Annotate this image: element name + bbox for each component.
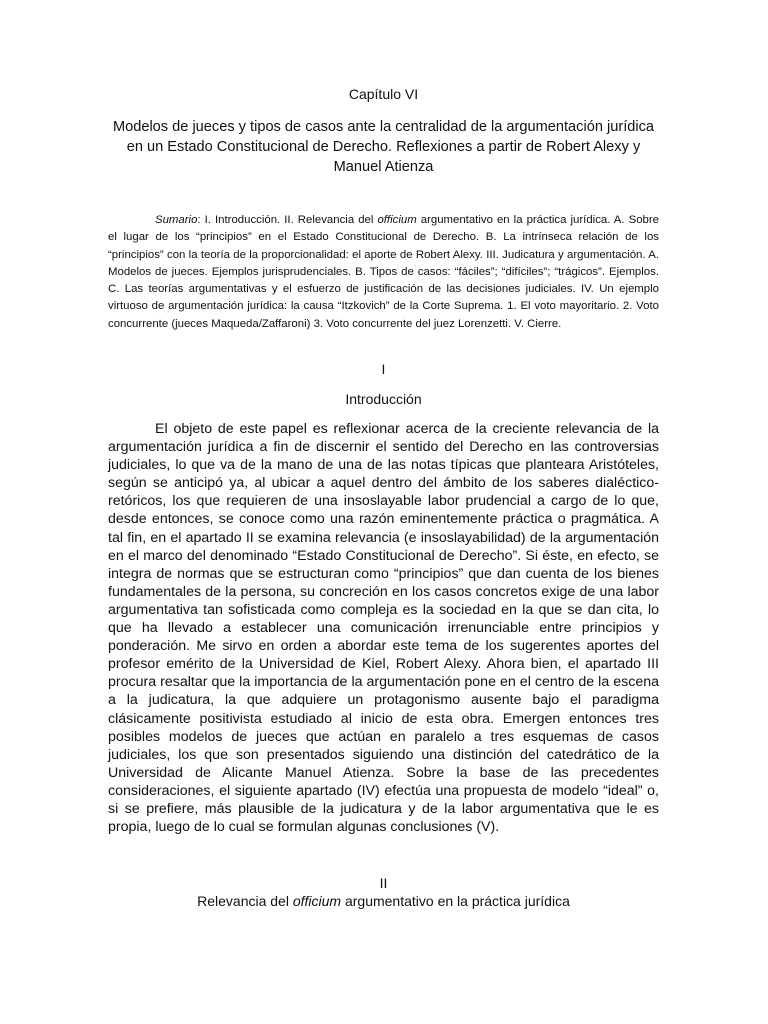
section-numeral-2: II: [379, 875, 388, 891]
section-numeral-1: I: [381, 361, 386, 377]
section-heading-2-end: argumentativo en la práctica jurídica: [341, 893, 570, 909]
summary-paragraph: [108, 212, 659, 333]
section-heading-2: [108, 892, 659, 910]
section-heading-2-italic: officium: [292, 893, 342, 909]
section-heading-1: Introducción: [345, 391, 422, 407]
summary-text-start: : I. Introducción. II. Relevancia del: [197, 214, 378, 226]
summary-label: Sumario: [155, 214, 198, 226]
body-paragraph: El objeto de este papel es reflexionar acerca de la creciente relevancia de la argumentación jurídica a fin de discernir el sentido del Derecho en las controversias judiciales, lo que va de la mano de una de las notas típicas que planteara Aristóteles, según se anticipó ya, al ubicar a aquel dentro del ámbito de los saberes dialéctico-retóricos, los que requieren de una insoslayable labor prudencial a cargo de lo que, desde entonces, se conoce como una razón eminentemente práctica o pragmática. A tal fin, en el apartado II se examina relevancia (e insoslayabilidad) de la argumentación en el marco del denominado “Estado Constitucional de Derecho”. Si éste, en efecto, se integra de normas que se estructuran como “principios” que dan cuenta de los bienes fundamentales de la persona, su concreción en los casos concretos exige de una labor argumentativa tan sofisticada como compleja es la sociedad en la que se dan cita, lo que ha llevado a establecer una comunicación irrenunciable entre principios y ponderación. Me sirvo en orden a abordar este tema de los sugerentes aportes del profesor emérito de la Universidad de Kiel, Robert Alexy. Ahora bien, el apartado III procura resaltar que la importancia de la argumentación pone en el centro de la escena a la judicatura, la que adquiere un protagonismo ausente bajo el paradigma clásicamente positivista estudiado al inicio de esta obra. Emergen entonces tres posibles modelos de jueces que actúan en paralelo a tres esquemas de casos judiciales, los que son presentados siguiendo una distinción del catedrático de la Universidad de Alicante Manuel Atienza. Sobre la base de las precedentes consideraciones, el siguiente apartado (IV) efectúa una propuesta de modelo “ideal” o, si se prefiere, más plausible de la judicatura y de la labor argumentativa que le es propia, luego de lo cual se formulan algunas conclusiones (V).: [108, 421, 659, 836]
summary-italic-word: officium: [377, 214, 417, 226]
chapter-label: Capítulo VI: [348, 86, 419, 102]
chapter-title: Modelos de jueces y tipos de casos ante la centralidad de la argumentación jurídica en un Estado Constitucional de Derecho. Reflexiones a partir de Robert Alexy y Manuel Atienza: [112, 119, 655, 175]
summary-text-rest: argumentativo en la práctica jurídica. A. Sobre el lugar de los “principios” en el Estado Constitucional de Derecho. B. La intrínseca relación de los “principios” con la teoría de la proporcionalidad: el aporte de Robert Alexy. III. Judicatura y argumentación. A. Modelos de jueces. Ejemplos jurisprudenciales. B. Tipos de casos: “fáciles”; “difíciles”; “trágicos”. Ejemplos. C. Las teorías argumentativas y el esfuerzo de justificación de las decisiones judiciales. IV. Un ejemplo virtuoso de argumentación jurídica: la causa “Itzkovich” de la Corte Suprema. 1. El voto mayoritario. 2. Voto concurrente (jueces Maqueda/Zaffaroni) 3. Voto concurrente del juez Lorenzetti. V. Cierre.: [108, 214, 659, 330]
section-heading-2-start: Relevancia del: [197, 893, 293, 909]
